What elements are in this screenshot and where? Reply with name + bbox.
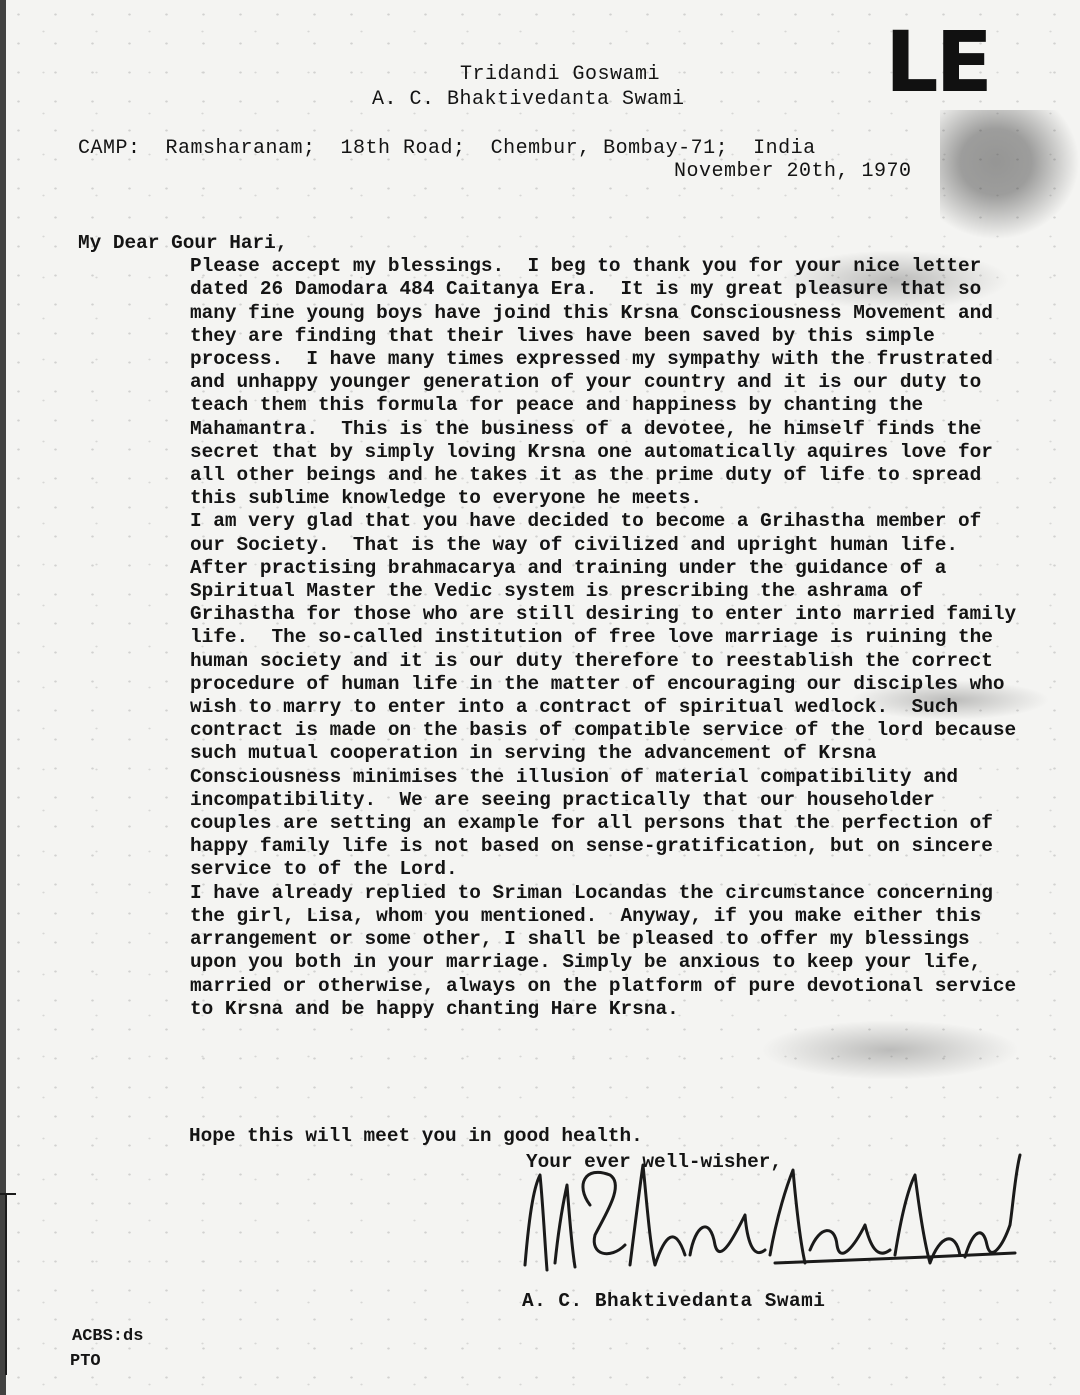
reference-initials: ACBS:ds (72, 1327, 144, 1346)
letter-body (78, 232, 1028, 1021)
body-paragraph-3: I have already replied to Sriman Locandas the circumstance concerning the girl, Lisa, whom you mentioned. Anyway, if you make either this arrangement or some other, I shall be pleased to offer my blessings upon you both in your marriage. Simply be anxious to keep your life, married or otherwise, always on the platform of pure devotional service to Krsna and be happy chanting Hare Krsna. (190, 881, 1028, 1020)
body-paragraph-1: Please accept my blessings. I beg to thank you for your nice letter dated 26 Damodara 484 Caitanya Era. It is my great pleasure that so many fine young boys have joind this Krsna Consciousness Movement and they are finding that their lives have been saved by this simple process. I have many times expressed my sympathy with the frustrated and unhappy younger generation of your country and it is our duty to teach them this formula for peace and happiness by chanting the Mahamantra. This is the business of a devotee, he himself finds the secret that by simply loving Krsna one automatically aquires love for all other beings and he takes it as the prime duty of life to spread this sublime knowledge to everyone he meets. (190, 255, 1005, 510)
signature-name: A. C. Bhaktivedanta Swami (522, 1290, 826, 1312)
ink-smudge (760, 1020, 1020, 1080)
margin-line (5, 1195, 7, 1375)
body-paragraph-2: I am very glad that you have decided to become a Grihastha member of our Society. That is the way of civilized and upright human life. After practising brahmacarya and training under the guidance of a Spiritual Master the Vedic system is prescribing the ashrama of Grihastha for those who are still desiring to enter into married family life. The so-called institution of free love marriage is ruining the human society and it is our duty therefore to reestablish the correct procedure of human life in the matter of encouraging our disciples who wish to marry to enter into a contract of spiritual wedlock. Such contract is made on the basis of compatible service of the lord because such mutual cooperation in serving the advancement of Krsna Consciousness minimises the illusion of material compatibility and incompatibility. We are seeing practically that our householder couples are setting an example for all persons that the perfection of happy family life is not based on sense-gratification, but on sincere service to of the Lord. (190, 510, 1028, 881)
salutation: My Dear Gour Hari, (78, 232, 288, 254)
handwritten-signature (515, 1145, 1025, 1295)
ink-blot (940, 110, 1080, 240)
margin-tick (0, 1193, 16, 1195)
letter-date: November 20th, 1970 (674, 160, 912, 183)
letterhead-title: Tridandi Goswami (460, 63, 661, 86)
pto-note: PTO (70, 1352, 101, 1371)
valediction: Your ever well-wisher, (526, 1151, 782, 1173)
closing-line: Hope this will meet you in good health. (189, 1125, 643, 1147)
file-stamp: LE (885, 13, 990, 111)
camp-address: CAMP: Ramsharanam; 18th Road; Chembur, Bombay-71; India (78, 137, 816, 160)
letterhead-name: A. C. Bhaktivedanta Swami (372, 88, 685, 111)
page-edge-shadow (0, 0, 6, 1395)
